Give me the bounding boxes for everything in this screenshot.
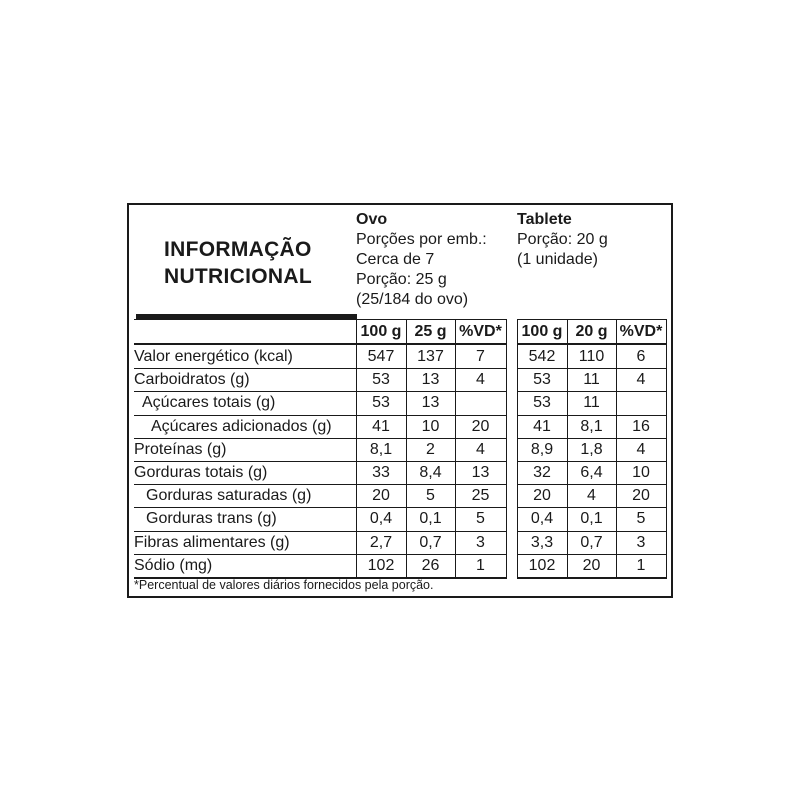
tablete-value: 3 — [636, 534, 646, 551]
ovo-value: 4 — [476, 371, 485, 388]
nutrient-label: Açúcares adicionados (g) — [151, 418, 332, 435]
ovo-info-line: Cerca de 7 — [356, 251, 435, 268]
ovo-column-header: 100 g — [360, 323, 402, 340]
tablete-column-header: %VD* — [619, 323, 663, 340]
tablete-value: 1,8 — [580, 441, 603, 458]
tablete-value: 11 — [583, 371, 600, 388]
ovo-info-line: Porção: 25 g — [356, 271, 447, 288]
tablete-value: 110 — [578, 348, 605, 365]
column-rule — [506, 319, 507, 579]
tablete-value: 4 — [636, 371, 646, 388]
tablete-value: 102 — [528, 557, 556, 574]
tablete-value: 6,4 — [580, 464, 603, 481]
tablete-value: 20 — [533, 487, 551, 504]
tablete-value: 0,4 — [530, 510, 554, 527]
nutrient-label: Gorduras trans (g) — [146, 510, 277, 527]
tablete-value: 41 — [533, 418, 551, 435]
ovo-value: 2 — [426, 441, 435, 458]
tablete-value: 10 — [632, 464, 650, 481]
tablete-value: 11 — [583, 394, 600, 411]
ovo-value: 10 — [421, 418, 440, 435]
tablete-value: 8,1 — [580, 418, 603, 435]
ovo-column-header: %VD* — [459, 323, 502, 340]
ovo-value: 53 — [372, 371, 390, 388]
ovo-value: 3 — [476, 534, 485, 551]
tablete-column-header: 100 g — [521, 323, 563, 340]
ovo-info-line: (25/184 do ovo) — [356, 291, 469, 308]
ovo-value — [455, 391, 506, 414]
ovo-column-header: 25 g — [414, 323, 447, 340]
ovo-value: 8,4 — [419, 464, 442, 481]
ovo-value: 547 — [367, 348, 395, 365]
tablete-column-header: 20 g — [575, 323, 608, 340]
tablete-name: Tablete — [517, 211, 572, 228]
tablete-value: 5 — [636, 510, 646, 527]
ovo-value: 4 — [476, 441, 485, 458]
nutrient-label: Carboidratos (g) — [134, 371, 250, 388]
nutrient-label: Açúcares totais (g) — [142, 394, 276, 411]
ovo-value: 2,7 — [369, 534, 393, 551]
ovo-value: 8,1 — [369, 441, 393, 458]
ovo-value: 102 — [367, 557, 395, 574]
tablete-value: 3,3 — [530, 534, 554, 551]
ovo-value: 20 — [372, 487, 390, 504]
rule — [517, 319, 666, 320]
tablete-value: 542 — [528, 348, 556, 365]
nutrient-label: Valor energético (kcal) — [134, 348, 293, 365]
title-line-2: NUTRICIONAL — [164, 265, 312, 288]
tablete-value: 20 — [632, 487, 650, 504]
tablete-value: 6 — [636, 348, 646, 365]
ovo-value: 5 — [426, 487, 435, 504]
footnote: *Percentual de valores diários fornecidos pela porção. — [134, 578, 434, 592]
ovo-value: 7 — [476, 348, 485, 365]
nutrient-label: Gorduras totais (g) — [134, 464, 268, 481]
ovo-value: 13 — [421, 394, 440, 411]
ovo-info-line: Porções por emb.: — [356, 231, 487, 248]
ovo-value: 33 — [372, 464, 390, 481]
title-line-1: INFORMAÇÃO — [164, 238, 312, 261]
column-rule — [666, 319, 667, 579]
tablete-value: 16 — [632, 418, 650, 435]
ovo-value: 1 — [476, 557, 485, 574]
ovo-value: 41 — [372, 418, 390, 435]
nutrient-label: Fibras alimentares (g) — [134, 534, 290, 551]
nutrition-table — [129, 205, 671, 596]
ovo-value: 137 — [417, 348, 444, 365]
ovo-value: 0,4 — [369, 510, 393, 527]
rule — [134, 319, 506, 320]
ovo-value: 13 — [421, 371, 440, 388]
ovo-value: 0,7 — [419, 534, 442, 551]
rule — [517, 577, 666, 579]
ovo-value: 26 — [421, 557, 440, 574]
ovo-value: 53 — [372, 394, 390, 411]
tablete-value: 0,1 — [580, 510, 603, 527]
tablete-info-line: (1 unidade) — [517, 251, 598, 268]
tablete-value: 4 — [636, 441, 646, 458]
nutrient-label: Sódio (mg) — [134, 557, 213, 574]
tablete-value — [616, 391, 666, 414]
tablete-value: 1 — [636, 557, 646, 574]
ovo-value: 0,1 — [419, 510, 442, 527]
ovo-value: 20 — [471, 418, 490, 435]
tablete-value: 53 — [533, 371, 551, 388]
tablete-value: 20 — [582, 557, 601, 574]
nutrition-facts-label — [127, 203, 673, 598]
tablete-value: 4 — [587, 487, 596, 504]
nutrient-label: Gorduras saturadas (g) — [146, 487, 312, 504]
tablete-value: 0,7 — [580, 534, 603, 551]
ovo-value: 25 — [471, 487, 490, 504]
ovo-value: 5 — [476, 510, 485, 527]
nutrient-label: Proteínas (g) — [134, 441, 227, 458]
tablete-info-line: Porção: 20 g — [517, 231, 608, 248]
ovo-value: 13 — [471, 464, 490, 481]
tablete-value: 8,9 — [530, 441, 554, 458]
ovo-name: Ovo — [356, 211, 388, 228]
tablete-value: 53 — [533, 394, 551, 411]
tablete-value: 32 — [533, 464, 551, 481]
